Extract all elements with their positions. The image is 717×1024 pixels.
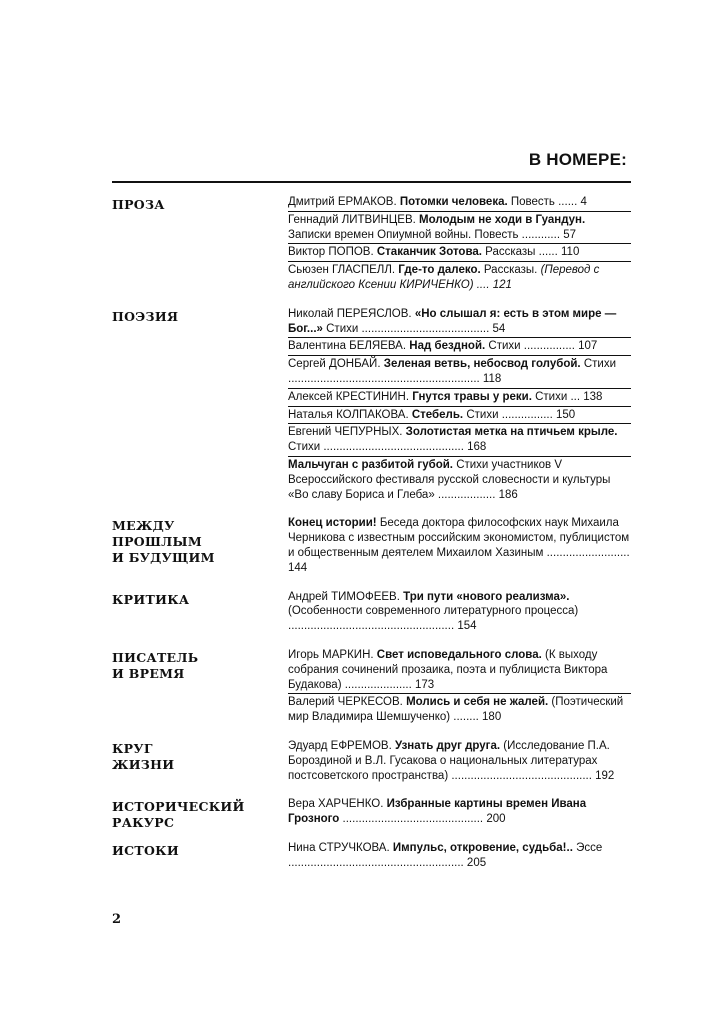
entry-author: Евгений ЧЕПУРНЫХ.	[288, 426, 403, 439]
entry-rest: Эссе ....................................................... 205	[288, 841, 603, 869]
toc-section	[112, 739, 631, 784]
entry-rest: Беседа доктора философских наук Михаила Черникова с известным российским экономистом, публицистом и общественным деятелем Михаилом Хазиным .......................... 144	[288, 517, 630, 574]
entry-title: Гнутся травы у реки.	[412, 390, 532, 403]
entry-title: «Но слышал я: есть в этом мире — Бог...»	[288, 307, 617, 335]
toc-section	[112, 590, 631, 635]
section-label: ПИСАТЕЛЬ И ВРЕМЯ	[112, 649, 199, 681]
entry-author: Сьюзен ГЛАСПЕЛЛ.	[288, 264, 396, 277]
entry-author: Алексей КРЕСТИНИН.	[288, 390, 410, 403]
entry-title: Стебель.	[411, 408, 464, 421]
toc-entry[interactable]	[288, 516, 631, 576]
entry-author: Валентина БЕЛЯЕВА.	[288, 340, 407, 353]
entry-title: Золотистая метка на птичьем крыле.	[405, 426, 618, 439]
toc-section	[112, 841, 631, 872]
toc-entry[interactable]	[288, 390, 631, 407]
entry-rest: (Особенности современного литературного процесса) .................................................... 154	[288, 605, 579, 633]
entry-title: Где-то далеко.	[398, 264, 481, 277]
entry-title: Молись и себя не жалей.	[406, 696, 549, 709]
toc-entry[interactable]	[288, 245, 631, 262]
entry-title: Избранные картины времен Ивана Грозного	[288, 798, 587, 826]
entry-rest: ............................................ 200	[342, 813, 506, 826]
toc-entry[interactable]	[288, 263, 631, 294]
section-entries	[288, 307, 631, 504]
entry-rest: Стихи ................ 150	[466, 408, 576, 421]
toc-entry[interactable]	[288, 739, 631, 784]
entry-note: (Перевод с английского Ксении КИРИЧЕНКО) .... 121	[288, 264, 600, 291]
toc-section	[112, 797, 631, 831]
entry-rest: Повесть ...... 4	[510, 196, 587, 208]
section-entries	[288, 648, 631, 726]
toc-entry[interactable]	[288, 695, 631, 726]
entry-author: Наталья КОЛПАКОВА.	[288, 408, 409, 421]
toc-section	[112, 648, 631, 726]
section-label: МЕЖДУ ПРОШЛЫМ И БУДУЩИМ	[112, 518, 215, 566]
entry-rest: Стихи ............................................ 168	[288, 441, 487, 454]
toc-entry[interactable]	[288, 797, 631, 828]
toc-entry[interactable]	[288, 408, 631, 425]
entry-title: Конец истории!	[288, 517, 377, 530]
toc-entry[interactable]	[288, 195, 631, 212]
toc-entry[interactable]	[288, 841, 631, 872]
entry-rest: Стихи ... 138	[535, 390, 603, 403]
section-entries	[288, 195, 631, 294]
section-entries	[288, 516, 631, 576]
entry-title: Молодым не ходи в Гуандун.	[419, 213, 586, 226]
section-entries	[288, 590, 631, 635]
entry-rest: Стихи ............................................................ 118	[288, 358, 616, 385]
toc-entry[interactable]	[288, 213, 631, 245]
entry-title: Потомки человека.	[399, 196, 508, 208]
section-entries	[288, 797, 631, 828]
entry-rest: Стихи участников V Всероссийского фестиваля русской словесности и культуры «Во славу Бориса и Глеба» .................. 186	[288, 458, 611, 501]
entry-author: Игорь МАРКИН.	[288, 648, 374, 661]
entry-author: Валерий ЧЕРКЕСОВ.	[288, 696, 403, 709]
section-entries	[288, 739, 631, 784]
toc-entry[interactable]	[288, 648, 631, 694]
page-title: В НОМЕРЕ:	[528, 150, 627, 169]
entry-rest: Рассказы.	[483, 264, 538, 277]
toc-entry[interactable]	[288, 458, 631, 503]
entry-author: Вера ХАРЧЕНКО.	[288, 798, 384, 811]
section-label: ПОЭЗИЯ	[112, 308, 179, 324]
entry-author: Виктор ПОПОВ.	[288, 246, 374, 259]
toc-entry[interactable]	[288, 339, 631, 356]
entry-author: Эдуард ЕФРЕМОВ.	[288, 739, 392, 752]
entry-author: Нина СТРУЧКОВА.	[288, 841, 390, 854]
entry-title: Три пути «нового реализма».	[403, 590, 570, 603]
entry-rest: Стихи ........................................ 54	[326, 322, 506, 335]
entry-title: Узнать друг друга.	[395, 739, 501, 752]
toc-entry[interactable]	[288, 425, 631, 457]
toc-entry[interactable]	[288, 307, 631, 339]
toc-entry[interactable]	[288, 357, 631, 389]
toc-section	[112, 195, 631, 294]
entry-rest: Рассказы ...... 110	[485, 246, 580, 259]
entry-author: Николай ПЕРЕЯСЛОВ.	[288, 307, 412, 320]
title-rule	[112, 181, 631, 183]
page-number: 2	[112, 912, 122, 927]
section-label: КРУГ ЖИЗНИ	[112, 740, 175, 772]
section-label: ПРОЗА	[112, 197, 165, 212]
entry-author: Геннадий ЛИТВИНЦЕВ.	[288, 213, 416, 226]
section-entries	[288, 841, 631, 872]
toc-section	[112, 516, 631, 576]
table-of-contents	[112, 195, 631, 884]
toc-entry[interactable]	[288, 590, 631, 635]
entry-title: Стаканчик Зотова.	[376, 246, 482, 259]
entry-title: Свет исповедального слова.	[376, 648, 542, 661]
entry-rest: Стихи ................ 107	[488, 340, 598, 353]
entry-author: Сергей ДОНБАЙ.	[288, 358, 381, 371]
entry-title: Над бездной.	[409, 340, 486, 353]
section-label: КРИТИКА	[112, 591, 190, 607]
entry-rest: (Поэтический мир Владимира Шемшученко) ........ 180	[288, 696, 624, 724]
entry-rest: (Исследование П.А. Бороздиной и В.Л. Гусакова о национальных литературах постсоветского пространства) ............................................ 192	[288, 739, 615, 782]
section-label: ИСТОКИ	[112, 842, 179, 858]
entry-author: Андрей ТИМОФЕЕВ.	[288, 590, 400, 603]
entry-title: Мальчуган с разбитой губой.	[288, 458, 453, 471]
entry-author: Дмитрий ЕРМАКОВ.	[288, 196, 397, 208]
entry-rest: (К выходу собрания сочинений прозаика, поэта и публициста Виктора Будакова) ..................... 173	[288, 648, 608, 691]
entry-rest: Записки времен Опиумной войны. Повесть ............ 57	[288, 228, 577, 241]
toc-section	[112, 307, 631, 504]
entry-title: Импульс, откровение, судьба!..	[392, 841, 573, 854]
section-label: ИСТОРИЧЕСКИЙ РАКУРС	[112, 799, 245, 831]
entry-title: Зеленая ветвь, небосвод голубой.	[383, 358, 581, 371]
